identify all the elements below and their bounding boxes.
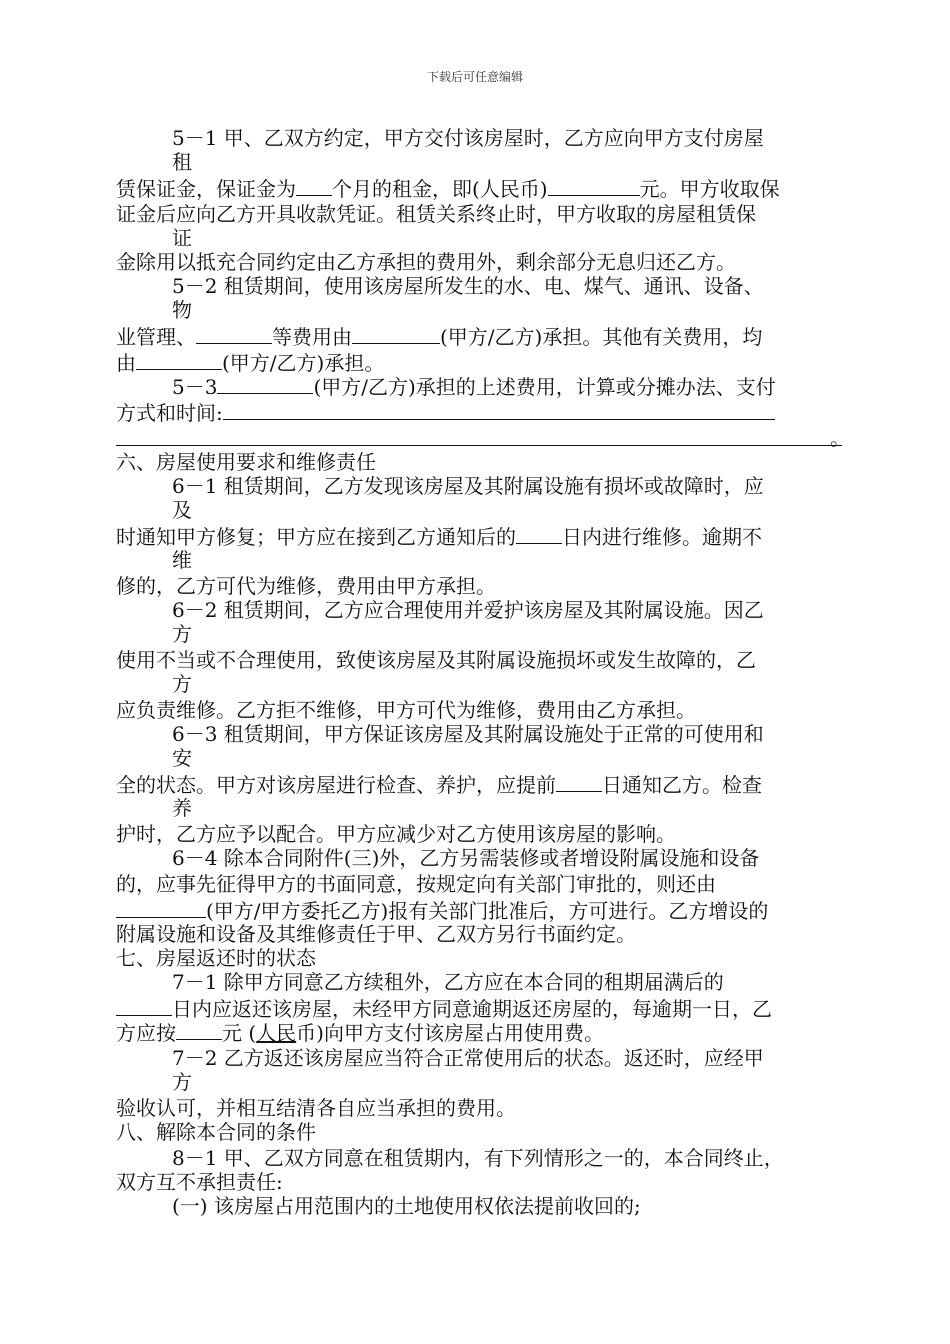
blank-repair-days[interactable] — [516, 524, 562, 544]
blank-line-rule[interactable] — [116, 445, 842, 446]
clause-6-1-line-3: 修的，乙方可代为维修，费用由甲方承担。 — [116, 574, 496, 598]
blank-months[interactable] — [296, 176, 332, 196]
wrap-fragment: 养 — [172, 796, 192, 820]
clause-7-1-line-1: 7－1 除甲方同意乙方续租外，乙方应在本合同的租期届满后的 — [172, 970, 724, 994]
period-mark: 。 — [830, 426, 850, 450]
clause-5-1-line-1: 5－1 甲、乙双方约定，甲方交付该房屋时，乙方应向甲方支付房屋 — [172, 126, 764, 150]
section-7-heading: 七、房屋返还时的状态 — [116, 946, 316, 970]
clause-5-1-line-3: 证金后应向乙方开具收款凭证。租赁关系终止时，甲方收取的房屋租赁保 — [116, 202, 756, 226]
blank-payment-method[interactable] — [223, 400, 775, 420]
clause-7-1-line-3: 方应按 元 (人民币)向甲方支付该房屋占用使用费。 — [116, 1021, 604, 1045]
clause-5-1-line-4: 金除用以抵充合同约定由乙方承担的费用外，剩余部分无息归还乙方。 — [116, 250, 736, 274]
clause-7-2-line-2: 验收认可，并相互结清各自应当承担的费用。 — [116, 1096, 516, 1120]
clause-6-1-line-2: 时通知甲方修复；甲方应在接到乙方通知后的 日内进行维修。逾期不 — [116, 525, 762, 549]
blank-approval-party[interactable] — [116, 898, 206, 918]
clause-5-1-line-2: 赁保证金，保证金为 个月的租金，即(人民币) 元。甲方收取保 — [116, 177, 780, 201]
blank-deposit-amount[interactable] — [548, 176, 640, 196]
wrap-fragment: 方 — [172, 1070, 192, 1094]
clause-6-2-line-3: 应负责维修。乙方拒不维修，甲方可代为维修，费用由乙方承担。 — [116, 698, 696, 722]
blank-fee-items[interactable] — [196, 324, 272, 344]
clause-6-4-line-3: (甲方/甲方委托乙方)报有关部门批准后，方可进行。乙方增设的 — [116, 898, 768, 923]
clause-5-3-line-2: 方式和时间: — [116, 400, 775, 425]
page-header: 下载后可任意编辑 — [426, 70, 523, 84]
clause-7-2-line-1: 7－2 乙方返还该房屋应当符合正常使用后的状态。返还时，应经甲 — [172, 1046, 764, 1070]
wrap-fragment: 方 — [172, 672, 192, 696]
wrap-fragment: 证 — [172, 226, 192, 250]
clause-6-4-line-2: 的，应事先征得甲方的书面同意，按规定向有关部门审批的，则还由 — [116, 872, 716, 896]
blank-return-days[interactable] — [116, 996, 172, 1016]
blank-other-fee-payer[interactable] — [136, 350, 222, 370]
clause-6-3-line-3: 护时，乙方应予以配合。甲方应减少对乙方使用该房屋的影响。 — [116, 822, 676, 846]
clause-6-2-line-1: 6－2 租赁期间，乙方应合理使用并爱护该房屋及其附属设施。因乙 — [172, 598, 764, 622]
clause-8-1-line-2: 双方互不承担责任: — [116, 1170, 283, 1194]
clause-5-2-line-1: 5－2 租赁期间，使用该房屋所发生的水、电、煤气、通讯、设备、 — [172, 274, 764, 298]
clause-7-1-line-2: 日内应返还该房屋，未经甲方同意逾期返还房屋的，每逾期一日，乙 — [116, 996, 772, 1021]
wrap-fragment: 安 — [172, 746, 192, 770]
clause-8-1-item-1: (一) 该房屋占用范围内的土地使用权依法提前收回的; — [172, 1194, 641, 1218]
clause-6-3-line-1: 6－3 租赁期间，甲方保证该房屋及其附属设施处于正常的可使用和 — [172, 722, 764, 746]
clause-6-4-line-1: 6－4 除本合同附件(三)外，乙方另需装修或者增设附属设施和设备 — [172, 846, 760, 870]
wrap-fragment: 维 — [172, 548, 192, 572]
blank-fee-bearer[interactable] — [217, 374, 313, 394]
wrap-fragment: 及 — [172, 498, 192, 522]
clause-5-3-line-1: 5－3 (甲方/乙方)承担的上述费用，计算或分摊办法、支付 — [172, 375, 776, 399]
section-8-heading: 八、解除本合同的条件 — [116, 1120, 316, 1144]
blank-notice-days[interactable] — [556, 772, 602, 792]
wrap-fragment: 租 — [172, 150, 192, 174]
section-6-heading: 六、房屋使用要求和维修责任 — [116, 450, 376, 474]
clause-5-2-line-3: 由 (甲方/乙方)承担。 — [116, 351, 385, 375]
clause-8-1-line-1: 8－1 甲、乙双方同意在租赁期内，有下列情形之一的，本合同终止， — [172, 1146, 784, 1170]
blank-fee-payer[interactable] — [352, 324, 440, 344]
clause-6-1-line-1: 6－1 租赁期间，乙方发现该房屋及其附属设施有损坏或故障时，应 — [172, 474, 764, 498]
blank-daily-fee[interactable] — [176, 1020, 222, 1040]
clause-6-4-line-4: 附属设施和设备及其维修责任于甲、乙双方另行书面约定。 — [116, 922, 636, 946]
clause-6-3-line-2: 全的状态。甲方对该房屋进行检查、养护，应提前 日通知乙方。检查 — [116, 773, 762, 797]
clause-5-2-line-2: 业管理、 等费用由 (甲方/乙方)承担。其他有关费用，均 — [116, 325, 763, 349]
clause-6-2-line-2: 使用不当或不合理使用，致使该房屋及其附属设施损坏或发生故障的，乙 — [116, 648, 756, 672]
wrap-fragment: 方 — [172, 622, 192, 646]
wrap-fragment: 物 — [172, 298, 192, 322]
